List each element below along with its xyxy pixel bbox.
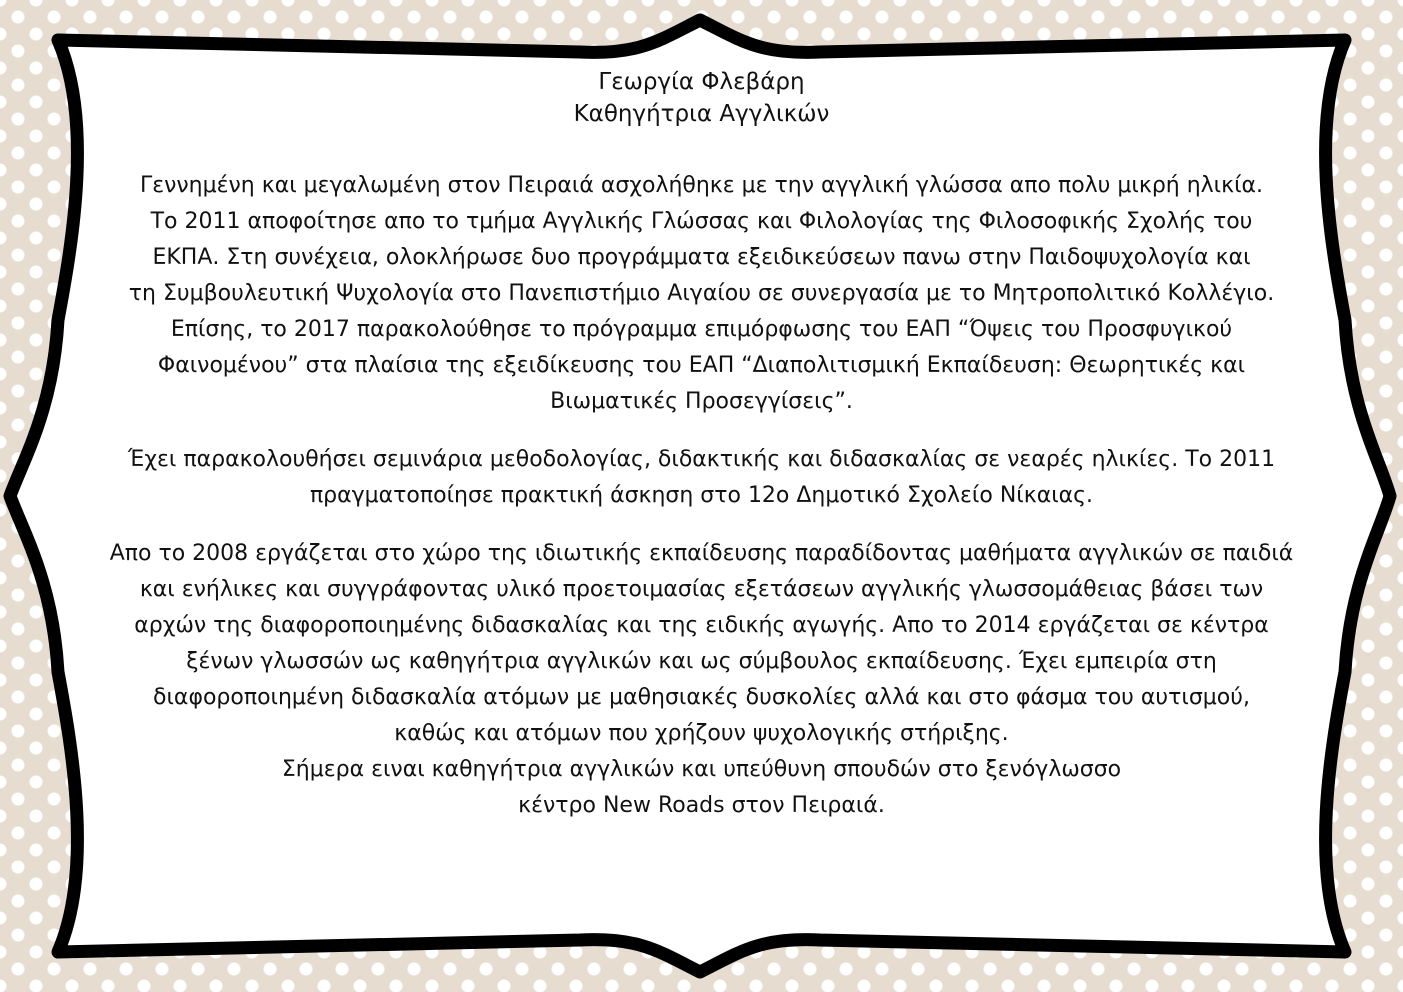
text-line: καθώς και ατόμων που χρήζουν ψυχολογικής στήριξης. xyxy=(394,721,1009,746)
text-line: Γεννημένη και μεγαλωμένη στον Πειραιά ασχολήθηκε με την αγγλική γλώσσα απο πολυ μικρή ηλικία. xyxy=(139,173,1264,198)
text-line: Επίσης, το 2017 παρακολούθησε το πρόγραμμα επιμόρφωσης του ΕΑΠ “Όψεις του Προσφυγικού xyxy=(170,317,1233,342)
teacher-role: Καθηγήτρια Αγγλικών xyxy=(573,101,830,127)
text-line: Το 2011 αποφοίτησε απο το τμήμα Αγγλικής Γλώσσας και Φιλολογίας της Φιλοσοφικής Σχολής του xyxy=(150,209,1253,234)
text-line: Έχει παρακολουθήσει σεμινάρια μεθοδολογίας, διδακτικής και διδασκαλίας σε νεαρές ηλικίες. Το 2011 xyxy=(127,447,1276,472)
text-line: και ενήλικες και συγγράφοντας υλικό προετοιμασίας εξετάσεων αγγλικής γλωσσομάθειας βάσει των xyxy=(139,577,1264,602)
text-line: πραγματοποίησε πρακτική άσκηση στο 12ο Δημοτικό Σχολείο Νίκαιας. xyxy=(309,483,1094,508)
bio-content xyxy=(70,66,1333,824)
text-line: Βιωματικές Προσεγγίσεις”. xyxy=(550,389,853,414)
paragraph-career xyxy=(70,536,1333,824)
spacer xyxy=(70,514,1333,536)
teacher-name: Γεωργία Φλεβάρη xyxy=(598,69,805,95)
spacer xyxy=(70,130,1333,168)
text-line: αρχών της διαφοροποιημένης διδασκαλίας και της ειδικής αγωγής. Απο το 2014 εργάζεται σε κέντρα xyxy=(134,613,1269,638)
paragraph-seminars xyxy=(70,442,1333,514)
paragraph-education xyxy=(70,168,1333,420)
text-line: κέντρο New Roads στον Πειραιά. xyxy=(518,793,885,818)
text-line: διαφοροποιημένη διδασκαλία ατόμων με μαθησιακές δυσκολίες αλλά και στο φάσμα του αυτισμού, xyxy=(153,685,1250,710)
text-line: τη Συμβουλευτική Ψυχολογία στο Πανεπιστήμιο Αιγαίου σε συνεργασία με το Μητροπολιτικό Κολλέγιο. xyxy=(128,281,1275,306)
text-line: Απο το 2008 εργάζεται στο χώρο της ιδιωτικής εκπαίδευσης παραδίδοντας μαθήματα αγγλικών σε παιδιά xyxy=(109,541,1294,566)
text-line: Φαινομένου” στα πλαίσια της εξειδίκευσης του ΕΑΠ “Διαπολιτισμική Εκπαίδευση: Θεωρητικές και xyxy=(157,353,1246,378)
spacer xyxy=(70,420,1333,442)
text-line: ΕΚΠΑ. Στη συνέχεια, ολοκλήρωσε δυο προγράμματα εξειδικεύσεων πανω στην Παιδοψυχολογία και xyxy=(152,245,1251,270)
text-line: ξένων γλωσσών ως καθηγήτρια αγγλικών και ως σύμβουλος εκπαίδευσης. Έχει εμπειρία στη xyxy=(186,649,1217,674)
text-line: Σήμερα ειναι καθηγήτρια αγγλικών και υπεύθυνη σπουδών στο ξενόγλωσσο xyxy=(281,757,1122,782)
